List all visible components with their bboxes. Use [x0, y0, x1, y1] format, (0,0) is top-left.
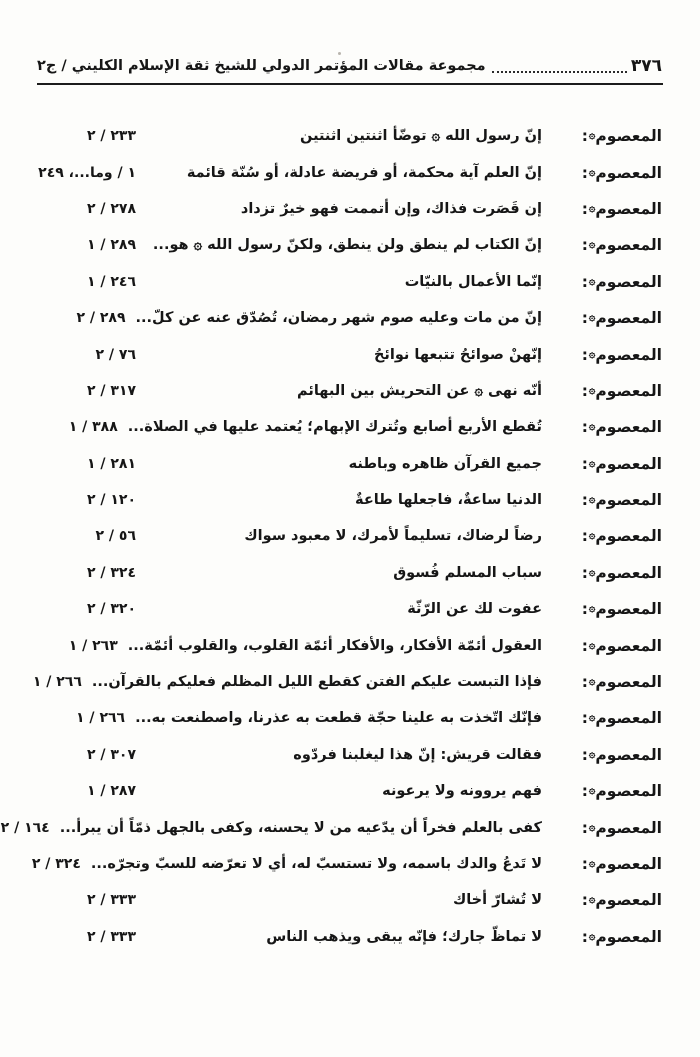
page-volume-ref: ٣٨٨ / ١ — [68, 419, 118, 436]
honorific-symbol: ۞ — [588, 273, 596, 287]
quote-text: إنّ من مات وعليه صوم شهر رمضان، تُصُدّق عنه عن كلّ... — [135, 310, 542, 327]
speaker-name: المعصوم — [595, 345, 662, 364]
page-volume-ref: ١ / وما...، ٢٤٩ — [38, 164, 136, 181]
page-volume-ref: ٣٢٠ / ٢ — [86, 601, 136, 618]
page-volume-ref: ٢٨١ / ١ — [86, 455, 136, 472]
honorific-symbol: ۞ — [588, 164, 596, 178]
page-volume-ref: ٢٦٦ / ١ — [32, 674, 82, 691]
honorific-symbol: ۞ — [588, 346, 596, 360]
speaker-label — [552, 418, 662, 436]
speaker-label — [552, 855, 662, 873]
entry-row — [38, 700, 662, 736]
page-volume-ref: ٣٢٤ / ٢ — [86, 564, 136, 581]
entry-row — [38, 409, 662, 445]
speaker-name: المعصوم — [595, 309, 662, 328]
page-volume-ref: ٣٢٤ / ٢ — [31, 856, 81, 872]
label-colon: : — [581, 782, 588, 801]
entry-row — [38, 373, 662, 409]
page-header — [37, 50, 662, 82]
entry-row — [38, 591, 662, 627]
label-colon: : — [581, 527, 588, 546]
speaker-name: المعصوم — [595, 891, 662, 910]
scan-speck — [338, 52, 341, 55]
speaker-label — [552, 709, 662, 727]
quote-text: فقالت قريش: إنّ هذا ليغلبنا فردّوه — [293, 746, 542, 763]
speaker-label — [552, 637, 662, 655]
dotted-leader — [492, 71, 627, 73]
label-colon: : — [581, 199, 588, 218]
entries-list — [0, 118, 662, 955]
speaker-label — [552, 309, 662, 327]
entry-row — [0, 809, 662, 845]
quote-text: العقول أئمّة الأفكار، والأفكار أئمّة القلوب، والقلوب أئمّة... — [127, 637, 542, 654]
speaker-name: المعصوم — [595, 199, 662, 218]
quote-text: لا تَدعُ والدك باسمه، ولا تستسبّ له، أي لا تعرّضه للسبّ وتجرّه... — [90, 856, 542, 872]
page-volume-ref: ٣٠٧ / ٢ — [86, 746, 136, 763]
quote-text: إن قَصَرت فذاك، وإن أتممت فهو خيرٌ تزداد — [240, 200, 542, 217]
quote-text: فهم يروونه ولا يرعونه — [382, 783, 542, 800]
quote-text: إنّ رسول الله ۞ توضّأ اثنتين اثنتين — [300, 128, 542, 145]
speaker-label — [552, 891, 662, 909]
speaker-label — [552, 164, 662, 182]
speaker-name: المعصوم — [595, 454, 662, 473]
label-colon: : — [581, 236, 588, 255]
quote-text: إنّما الأعمال بالنيّات — [404, 273, 542, 290]
label-colon: : — [581, 673, 588, 692]
label-colon: : — [581, 745, 588, 764]
speaker-name: المعصوم — [595, 782, 662, 801]
label-colon: : — [581, 345, 588, 364]
honorific-symbol: ۞ — [588, 601, 596, 615]
honorific-symbol: ۞ — [588, 237, 596, 251]
speaker-name: المعصوم — [595, 418, 662, 437]
speaker-name: المعصوم — [595, 236, 662, 255]
page-volume-ref: ٢٦٦ / ١ — [76, 710, 126, 727]
speaker-name: المعصوم — [595, 818, 662, 837]
label-colon: : — [581, 818, 588, 837]
speaker-name: المعصوم — [595, 673, 662, 692]
label-colon: : — [581, 454, 588, 473]
entry-row — [38, 446, 662, 482]
quote-text: إنّ الكتاب لم ينطق ولن ينطق، ولكنّ رسول الله ۞ هو... — [152, 237, 542, 254]
speaker-name: المعصوم — [595, 163, 662, 182]
speaker-label — [552, 673, 662, 691]
honorific-symbol: ۞ — [588, 528, 596, 542]
page-volume-ref: ٢٤٦ / ١ — [86, 273, 136, 290]
speaker-name: المعصوم — [595, 127, 662, 146]
quote-text: كفى بالعلم فخراً أن يدّعيه من لا يحسنه، وكفى بالجهل ذمّاً أن يبرأ... — [59, 819, 542, 836]
entry-row — [38, 555, 662, 591]
honorific-symbol: ۞ — [588, 492, 596, 506]
speaker-label — [552, 236, 662, 254]
honorific-symbol: ۞ — [588, 856, 596, 869]
label-colon: : — [581, 163, 588, 182]
entry-row — [31, 846, 662, 882]
page-number: ٣٧٦ — [630, 56, 662, 76]
speaker-name: المعصوم — [595, 600, 662, 619]
label-colon: : — [581, 855, 588, 873]
speaker-name: المعصوم — [595, 927, 662, 946]
entry-row — [38, 336, 662, 372]
honorific-symbol: ۞ — [588, 637, 596, 651]
page-volume-ref: ٢٧٨ / ٢ — [86, 200, 136, 217]
label-colon: : — [581, 600, 588, 619]
honorific-symbol: ۞ — [588, 128, 596, 142]
entry-row — [38, 773, 662, 809]
speaker-name: المعصوم — [595, 272, 662, 291]
page-volume-ref: ٧٦ / ٢ — [95, 346, 136, 363]
label-colon: : — [581, 418, 588, 437]
speaker-name: المعصوم — [595, 855, 662, 873]
speaker-label — [552, 382, 662, 400]
page-volume-ref: ١٢٠ / ٢ — [86, 492, 136, 509]
speaker-name: المعصوم — [595, 381, 662, 400]
quote-text: رضاً لرضاك، تسليماً لأمرك، لا معبود سواك — [244, 528, 542, 545]
honorific-symbol: ۞ — [588, 382, 596, 396]
honorific-symbol: ۞ — [588, 928, 596, 942]
page-volume-ref: ١٦٤ / ٢ — [0, 819, 50, 836]
entry-row — [38, 191, 662, 227]
quote-text: لا تُشارّ أخاك — [452, 892, 542, 909]
header-title: مجموعة مقالات المؤتمر الدولي للشيخ ثقة الإسلام الكليني / ج٢ — [37, 58, 486, 74]
entry-row — [38, 482, 662, 518]
speaker-label — [552, 491, 662, 509]
speaker-label — [552, 928, 662, 946]
speaker-label — [552, 564, 662, 582]
page-volume-ref: ٢٣٣ / ٢ — [86, 128, 136, 145]
entry-row — [38, 154, 662, 190]
honorific-symbol: ۞ — [588, 710, 596, 724]
entry-row — [38, 919, 662, 955]
speaker-label — [552, 819, 662, 837]
page-volume-ref: ٣٣٣ / ٢ — [86, 892, 136, 909]
honorific-symbol: ۞ — [588, 455, 596, 469]
speaker-name: المعصوم — [595, 527, 662, 546]
label-colon: : — [581, 127, 588, 146]
quote-text: أنّه نهى ۞ عن التحريش بين البهائم — [297, 382, 542, 399]
honorific-symbol: ۞ — [588, 746, 596, 760]
speaker-label — [552, 527, 662, 545]
quote-text: الدنيا ساعةٌ، فاجعلها طاعةٌ — [355, 492, 542, 509]
honorific-symbol: ۞ — [588, 419, 596, 433]
speaker-label — [552, 782, 662, 800]
speaker-name: المعصوم — [595, 709, 662, 728]
entry-row — [38, 300, 662, 336]
quote-text: جميع القرآن ظاهره وباطنه — [348, 455, 542, 472]
entry-row — [38, 227, 662, 263]
quote-text: سباب المسلم فُسوق — [393, 564, 542, 581]
header-rule — [37, 83, 663, 85]
entry-row — [38, 518, 662, 554]
speaker-label — [552, 200, 662, 218]
label-colon: : — [581, 309, 588, 328]
entry-row — [38, 627, 662, 663]
quote-text: إنّهنْ صوائحُ تتبعها نوائحُ — [373, 346, 542, 363]
label-colon: : — [581, 491, 588, 510]
honorific-symbol: ۞ — [588, 674, 596, 688]
page-volume-ref: ٢٦٣ / ١ — [68, 637, 118, 654]
entry-row — [38, 882, 662, 918]
entry-row — [38, 264, 662, 300]
speaker-name: المعصوم — [595, 745, 662, 764]
label-colon: : — [581, 927, 588, 946]
page-volume-ref: ٥٦ / ٢ — [95, 528, 136, 545]
quote-text: عفوت لك عن الرّثّة — [407, 601, 542, 618]
quote-text: لا تماظّ جارك؛ فإنّه يبقى ويذهب الناس — [266, 928, 542, 945]
label-colon: : — [581, 381, 588, 400]
page-volume-ref: ٢٨٩ / ٢ — [76, 310, 126, 327]
honorific-symbol: ۞ — [588, 200, 596, 214]
honorific-symbol: ۞ — [588, 564, 596, 578]
entry-row — [38, 737, 662, 773]
honorific-symbol: ۞ — [588, 783, 596, 797]
quote-text: إنّ العلم آية محكمة، أو فريضة عادلة، أو سُنّة قائمة — [186, 164, 542, 181]
label-colon: : — [581, 891, 588, 910]
page-volume-ref: ٢٨٧ / ١ — [86, 783, 136, 800]
speaker-name: المعصوم — [595, 636, 662, 655]
page-volume-ref: ٣١٧ / ٢ — [86, 382, 136, 399]
label-colon: : — [581, 709, 588, 728]
label-colon: : — [581, 272, 588, 291]
entry-row — [38, 118, 662, 154]
speaker-label — [552, 273, 662, 291]
page-volume-ref: ٢٨٩ / ١ — [86, 237, 136, 254]
quote-text: فإذا التبست عليكم الفتن كقطع الليل المظلم فعليكم بالقرآن... — [91, 674, 542, 691]
label-colon: : — [581, 636, 588, 655]
speaker-name: المعصوم — [595, 491, 662, 510]
label-colon: : — [581, 563, 588, 582]
speaker-label — [552, 746, 662, 764]
honorific-symbol: ۞ — [588, 819, 596, 833]
honorific-symbol: ۞ — [588, 310, 596, 324]
speaker-label — [552, 600, 662, 618]
speaker-label — [552, 346, 662, 364]
honorific-symbol: ۞ — [588, 892, 596, 906]
speaker-label — [552, 127, 662, 145]
quote-text: تُقطع الأربع أصابع وتُترك الإبهام؛ يُعتمد عليها في الصلاة... — [127, 419, 542, 436]
page-volume-ref: ٣٣٣ / ٢ — [86, 928, 136, 945]
quote-text: فإنّك اتّخذت به علينا حجّة قطعت به عذرنا، واصطنعت به... — [135, 710, 542, 727]
speaker-name: المعصوم — [595, 563, 662, 582]
entry-row — [32, 664, 662, 700]
speaker-label — [552, 455, 662, 473]
